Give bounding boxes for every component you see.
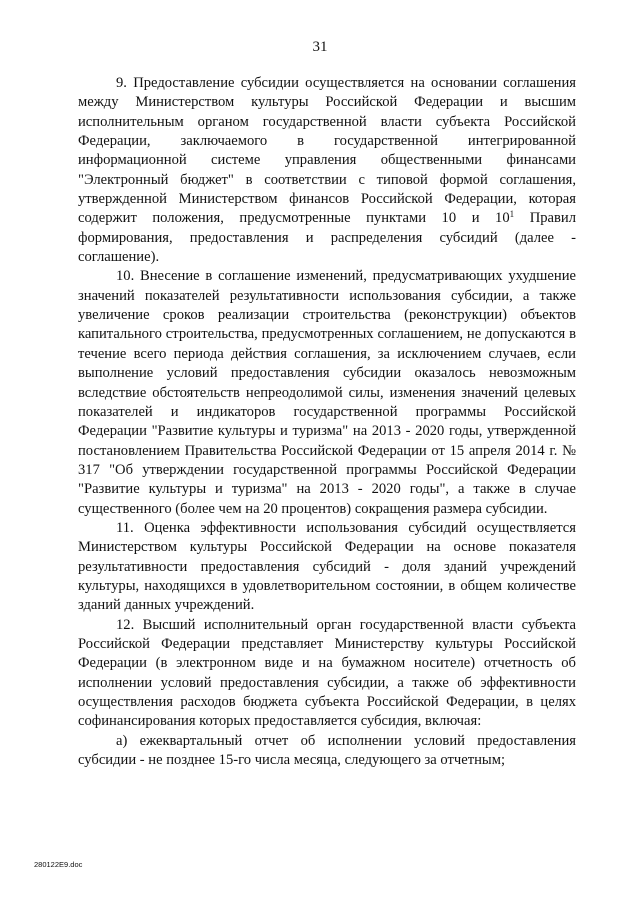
paragraph-10: 10. Внесение в соглашение изменений, предусматривающих ухудшение значений показателей результативности использования субсидии, а также увеличение сроков реализации строительства (реконструкции) объектов капитального строительства, предусмотренных соглашением, не допускаются в течение всего периода действия соглашения, за исключением случаев, если выполнение условий предоставления субсидии оказалось невозможным вследствие обстоятельств непреодолимой силы, изменения значений целевых показателей и индикаторов государственной программы Российской Федерации "Развитие культуры и туризма" на 2013 - 2020 годы, утвержденной постановлением Правительства Российской Федерации от 15 апреля 2014 г. № 317 "Об утверждении государственной программы Российской Федерации "Развитие культуры и туризма" на 2013 - 2020 годы", а также в случае существенного (более чем на 20 процентов) сокращения размера субсидии. bbox=[78, 268, 576, 517]
paragraph-11: 11. Оценка эффективности использования субсидий осуществляется Министерством культуры Российской Федерации на основе показателя результативности предоставления субсидий - доля зданий учреждений культуры, находящихся в удовлетворительном состоянии, в общем количестве зданий данных учреждений. bbox=[78, 519, 576, 614]
page-number: 31 bbox=[312, 39, 328, 55]
paragraph-12: 12. Высший исполнительный орган государственной власти субъекта Российской Федерации представляет Министерству культуры Российской Федерации (в электронном виде и на бумажном носителе) отчетность об исполнении условий предоставления субсидии, а также об эффективности осуществления расходов бюджета субъекта Российской Федерации, в целях софинансирования которых предоставляется субсидия, включая: bbox=[78, 616, 576, 730]
document-body bbox=[78, 74, 576, 770]
footer-filename: 280122E9.doc bbox=[34, 860, 83, 869]
paragraph-9-tail: Правил формирования, предоставления и распределения субсидий (далее - соглашение). bbox=[78, 210, 577, 266]
paragraph-9-superscript: 1 bbox=[509, 209, 515, 220]
paragraph-9-text: 9. Предоставление субсидии осуществляется на основании соглашения между Министерством культуры Российской Федерации и высшим исполнительным органом государственной власти субъекта Российской Федерации, заключаемого в государственной интегрированной информационной системе управления общественными финансами "Электронный бюджет" в соответствии с типовой формой соглашения, утвержденной Министерством финансов Российской Федерации, которая содержит положения, предусмотренные пунктами 10 и 10 bbox=[78, 75, 576, 227]
paragraph-9 bbox=[78, 74, 576, 267]
paragraph-12a: а) ежеквартальный отчет об исполнении условий предоставления субсидии - не позднее 15-го числа месяца, следующего за отчетным; bbox=[78, 732, 576, 769]
